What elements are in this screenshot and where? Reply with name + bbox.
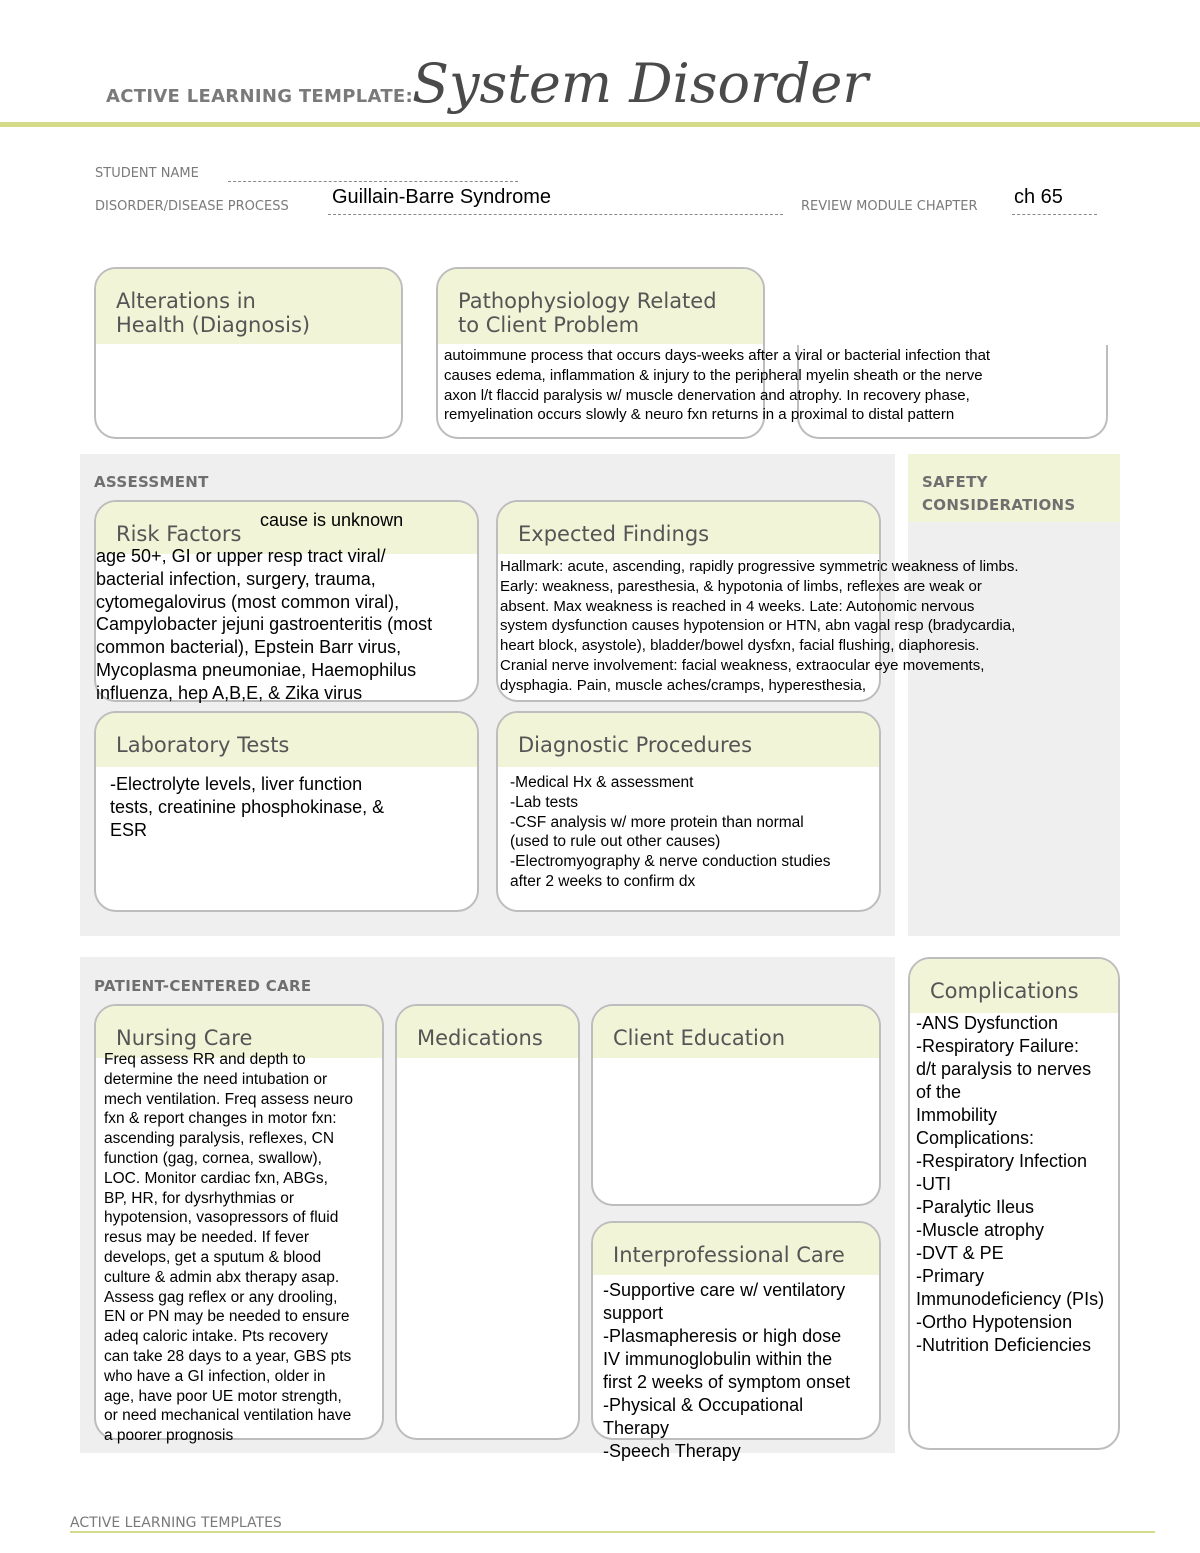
laboratory-tests-title: Laboratory Tests — [116, 733, 290, 757]
expected-findings-title: Expected Findings — [518, 522, 710, 546]
alterations-box — [94, 267, 403, 439]
student-name-label: STUDENT NAME — [95, 166, 199, 181]
risk-factors-text[interactable]: age 50+, GI or upper resp tract viral/ bacterial infection, surgery, trauma, cytomegalovirus (most common viral), Campylobacter jejuni gastroenteritis (most common bacterial), Epstein Barr virus, Mycoplasma pneumoniae, Haemophilus influenza, hep A,B,E, & Zika virus — [96, 546, 433, 703]
pathophysiology-title-1: Pathophysiology Related — [458, 289, 717, 313]
alterations-title-1: Alterations in — [116, 289, 256, 313]
interprofessional-care-text[interactable]: -Supportive care w/ ventilatory support -Plasmapheresis or high dose IV immunoglobulin within the first 2 weeks of symptom onset -Physical & Occupational Therapy -Speech Therapy — [603, 1280, 851, 1461]
header-divider — [0, 122, 1200, 127]
template-label: ACTIVE LEARNING TEMPLATE: — [106, 86, 413, 107]
review-chapter-label: REVIEW MODULE CHAPTER — [801, 199, 978, 214]
interprofessional-care-title: Interprofessional Care — [613, 1243, 845, 1267]
disorder-value: Guillain-Barre Syndrome — [332, 186, 551, 208]
complications-text[interactable]: -ANS Dysfunction -Respiratory Failure: d/t paralysis to nerves of the Immobility Complications: -Respiratory Infection -UTI -Paralytic Ileus -Muscle atrophy -DVT & PE -Primary Immunodeficiency (PIs) -Ortho Hypotension -Nutrition Deficiencies — [916, 1013, 1105, 1355]
student-name-field[interactable] — [228, 180, 518, 182]
pathophysiology-title-2: to Client Problem — [458, 313, 640, 337]
medications-box — [395, 1004, 580, 1440]
medications-title: Medications — [417, 1026, 543, 1050]
diagnostic-procedures-text[interactable]: -Medical Hx & assessment -Lab tests -CSF analysis w/ more protein than normal (used to rule out other causes) -Electromyography & nerve conduction studies after 2 weeks to confirm dx — [510, 774, 831, 890]
client-education-title: Client Education — [613, 1026, 786, 1050]
patient-care-title: PATIENT-CENTERED CARE — [94, 977, 312, 995]
disorder-label: DISORDER/DISEASE PROCESS — [95, 199, 289, 214]
pathophysiology-text[interactable]: autoimmune process that occurs days-weeks after a viral or bacterial infection that causes edema, inflammation & injury to the peripheral myelin sheath or the nerve axon l/t flaccid paralysis w/ muscle denervation and atrophy. In recovery phase, remyelination occurs slowly & neuro fxn returns in a proximal to distal pattern — [444, 347, 991, 424]
page-title: System Disorder — [412, 52, 869, 115]
footer-divider — [70, 1531, 1155, 1533]
disorder-field[interactable] — [328, 213, 783, 215]
review-chapter-field[interactable] — [1012, 213, 1097, 215]
diagnostic-procedures-title: Diagnostic Procedures — [518, 733, 753, 757]
complications-title: Complications — [930, 979, 1079, 1003]
alterations-title-2: Health (Diagnosis) — [116, 313, 311, 337]
nursing-care-title: Nursing Care — [116, 1026, 253, 1050]
expected-findings-text[interactable]: Hallmark: acute, ascending, rapidly progressive symmetric weakness of limbs. Early: weakness, paresthesia, & hypotonia of limbs, reflexes are weak or absent. Max weakness is reached in 4 weeks. Late: Autonomic nervous system dysfunction causes hypotension or HTN, abn vagal resp (bradycardia, heart block, asystole), bladder/bowel dysfxn, facial flushing, diaphoresis. Cranial nerve involvement: facial weakness, extraocular eye movements, dysphagia. Pain, muscle aches/cramps, hyperesthesia, — [500, 558, 1019, 694]
risk-factors-title: Risk Factors — [116, 522, 242, 546]
laboratory-tests-text[interactable]: -Electrolyte levels, liver function tests, creatinine phosphokinase, & ESR — [110, 774, 385, 840]
safety-title-1: SAFETY — [922, 473, 988, 491]
nursing-care-text[interactable]: Freq assess RR and depth to determine the need intubation or mech ventilation. Freq assess neuro fxn & report changes in motor fxn: ascending paralysis, reflexes, CN function (gag, cornea, swallow), LOC. Monitor cardiac fxn, ABGs, BP, HR, for dysrhythmias or hypotension, vasopressors of fluid resus may be needed. If fever develops, get a sputum & blood culture & admin abx therapy asap. Assess gag reflex or any drooling, EN or PN may be needed to ensure adeq caloric intake. Pts recovery can take 28 days to a year, GBS pts who have a GI infection, older in age, have poor UE motor strength, or need mechanical ventilation have a poorer prognosis — [104, 1051, 353, 1445]
risk-factors-note[interactable]: cause is unknown — [260, 510, 404, 530]
review-chapter-value: ch 65 — [1014, 186, 1063, 208]
assessment-title: ASSESSMENT — [94, 473, 209, 491]
footer-label: ACTIVE LEARNING TEMPLATES — [70, 1515, 282, 1531]
client-education-box — [591, 1004, 881, 1206]
safety-title-2: CONSIDERATIONS — [922, 496, 1076, 514]
